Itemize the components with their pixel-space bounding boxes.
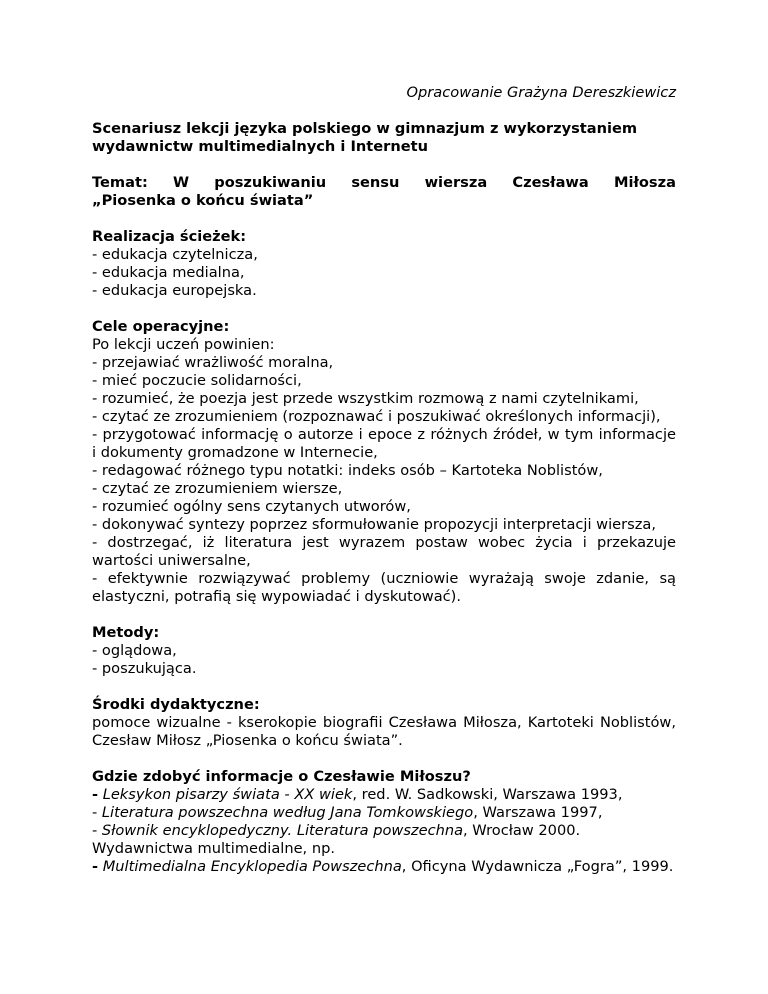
means-heading: Środki dydaktyczne:: [92, 696, 260, 713]
book-title: Multimedialna Encyklopedia Powszechna: [102, 858, 402, 875]
paths-heading: Realizacja ścieżek:: [92, 228, 247, 245]
list-item: - rozumieć, że poezja jest przede wszystkim rozmową z nami czytelnikami,: [92, 390, 639, 407]
paths-section: [92, 228, 676, 300]
methods-section: [92, 624, 676, 678]
source-item: [92, 786, 676, 804]
list-item: - edukacja czytelnicza,: [92, 246, 258, 263]
document-page: [92, 84, 676, 894]
bullet-dash: -: [92, 822, 98, 839]
topic-line-1: [92, 174, 676, 192]
topic-word: poszukiwaniu: [214, 174, 327, 191]
goals-intro: Po lekcji uczeń powinien:: [92, 336, 275, 353]
means-section: [92, 696, 676, 750]
list-item: - dokonywać syntezy poprzez sformułowanie propozycji interpretacji wiersza,: [92, 516, 656, 533]
book-title: Literatura powszechna według Jana Tomkowskiego: [101, 804, 474, 821]
multimedia-intro: Wydawnictwa multimedialne, np.: [92, 840, 335, 857]
source-item: [92, 858, 676, 876]
book-title: Leksykon pisarzy świata - XX wiek: [102, 786, 353, 803]
lesson-topic: [92, 174, 676, 210]
document-title: Scenariusz lekcji języka polskiego w gimnazjum z wykorzystaniem wydawnictw multimedialnych i Internetu: [92, 120, 638, 155]
book-title: Słownik encyklopedyczny. Literatura powszechna: [101, 822, 464, 839]
bullet-dash: -: [92, 786, 99, 803]
list-item: - przygotować informację o autorze i epoce z różnych źródeł, w tym informacje i dokumenty gromadzone w Internecie,: [92, 426, 676, 461]
list-item: - dostrzegać, iż literatura jest wyrazem postaw wobec życia i przekazuje wartości uniwersalne,: [92, 534, 676, 569]
topic-word: Temat:: [92, 174, 148, 191]
goals-section: [92, 318, 676, 606]
topic-word: Czesława: [512, 174, 589, 191]
means-text: pomoce wizualne - kserokopie biografii Czesława Miłosza, Kartoteki Noblistów, Czesław Miłosz „Piosenka o końcu świata”.: [92, 714, 676, 749]
book-details: , Warszawa 1997,: [473, 804, 603, 821]
source-item: [92, 804, 676, 822]
topic-word: Miłosza: [613, 174, 676, 191]
book-details: , red. W. Sadkowski, Warszawa 1993,: [352, 786, 623, 803]
book-details: , Wrocław 2000.: [463, 822, 581, 839]
list-item: - edukacja medialna,: [92, 264, 245, 281]
list-item: - poszukująca.: [92, 660, 197, 677]
list-item: - czytać ze zrozumieniem (rozpoznawać i poszukiwać określonych informacji),: [92, 408, 661, 425]
bullet-dash: -: [92, 858, 99, 875]
bullet-dash: -: [92, 804, 98, 821]
list-item: - redagować różnego typu notatki: indeks osób – Kartoteka Noblistów,: [92, 462, 603, 479]
list-item: - edukacja europejska.: [92, 282, 257, 299]
topic-line-2: „Piosenka o końcu świata”: [92, 192, 314, 209]
source-item: [92, 822, 676, 840]
list-item: - efektywnie rozwiązywać problemy (uczniowie wyrażają swoje zdanie, są elastyczni, potrafią się wypowiadać i dyskutować).: [92, 570, 676, 605]
list-item: - czytać ze zrozumieniem wiersze,: [92, 480, 343, 497]
list-item: - mieć poczucie solidarności,: [92, 372, 302, 389]
sources-heading: Gdzie zdobyć informacje o Czesławie Miłoszu?: [92, 768, 471, 785]
topic-word: W: [172, 174, 190, 191]
book-details: , Oficyna Wydawnicza „Fogra”, 1999.: [401, 858, 674, 875]
list-item: - przejawiać wrażliwość moralna,: [92, 354, 334, 371]
author-line: Opracowanie Grażyna Dereszkiewicz: [406, 84, 676, 101]
methods-heading: Metody:: [92, 624, 160, 641]
list-item: - oglądowa,: [92, 642, 177, 659]
sources-section: [92, 768, 676, 876]
topic-word: wiersza: [424, 174, 488, 191]
goals-heading: Cele operacyjne:: [92, 318, 230, 335]
topic-word: sensu: [351, 174, 400, 191]
list-item: - rozumieć ogólny sens czytanych utworów,: [92, 498, 411, 515]
